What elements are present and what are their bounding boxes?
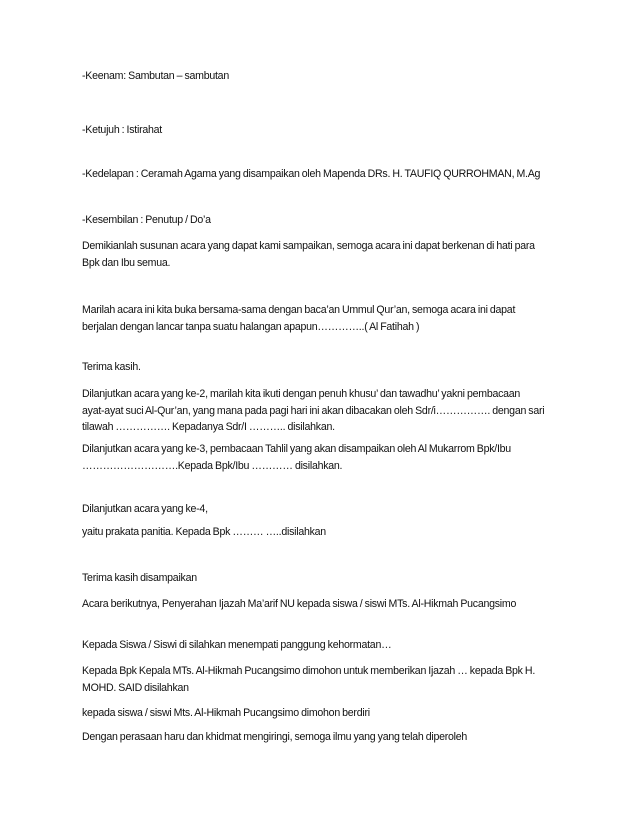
paragraph-ketujuh: -Ketujuh : Istirahat <box>82 124 162 136</box>
paragraph-prakata-panitia: yaitu prakata panitia. Kepada Bpk ……… …..disilahkan <box>82 526 326 538</box>
paragraph-kepala-mts: Kepada Bpk Kepala MTs. Al-Hikmah Pucangsimo dimohon untuk memberikan Ijazah … kepada Bpk H. MOHD. SAID disilahkan <box>82 665 536 694</box>
paragraph-marilah: Marilah acara ini kita buka bersama-sama dengan baca’an Ummul Qur’an, semoga acara ini dapat berjalan dengan lancar tanpa suatu halangan apapun…………..( Al Fatihah ) <box>82 304 516 333</box>
paragraph-acara-ke-3: Dilanjutkan acara yang ke-3, pembacaan Tahlil yang akan disampaikan oleh Al Mukarrom Bpk/Ibu ……………………….Kepada Bpk/Ibu ………… disilahkan. <box>82 443 511 472</box>
paragraph-acara-ke-4: Dilanjutkan acara yang ke-4, <box>82 503 208 515</box>
paragraph-penyerahan-ijazah: Acara berikutnya, Penyerahan Ijazah Ma’arif NU kepada siswa / siswi MTs. Al-Hikmah Pucangsimo <box>82 598 517 610</box>
paragraph-kedelapan: -Kedelapan : Ceramah Agama yang disampaikan oleh Mapenda DRs. H. TAUFIQ QURROHMAN, M.Ag <box>82 168 541 180</box>
paragraph-demikianlah: Demikianlah susunan acara yang dapat kami sampaikan, semoga acara ini dapat berkenan di hati para Bpk dan Ibu semua. <box>82 240 535 269</box>
paragraph-acara-ke-2: Dilanjutkan acara yang ke-2, marilah kita ikuti dengan penuh khusu’ dan tawadhu’ yakni pembacaan ayat-ayat suci Al-Qur’an, yang mana pada pagi hari ini akan dibacakan oleh Sdr/i……………. dengan sari tilawah ……………. Kepadanya Sdr/I ……….. disilahkan. <box>82 388 545 433</box>
paragraph-perasaan-haru: Dengan perasaan haru dan khidmat mengiringi, semoga ilmu yang yang telah diperoleh <box>82 731 468 743</box>
paragraph-keenam: -Keenam: Sambutan – sambutan <box>82 70 229 82</box>
paragraph-terima-kasih-1: Terima kasih. <box>82 361 141 373</box>
paragraph-kepada-siswa: Kepada Siswa / Siswi di silahkan menempati panggung kehormatan… <box>82 639 392 651</box>
paragraph-siswa-berdiri: kepada siswa / siswi Mts. Al-Hikmah Pucangsimo dimohon berdiri <box>82 707 370 719</box>
paragraph-terima-kasih-2: Terima kasih disampaikan <box>82 572 197 584</box>
paragraph-kesembilan: -Kesembilan : Penutup / Do’a <box>82 214 211 226</box>
